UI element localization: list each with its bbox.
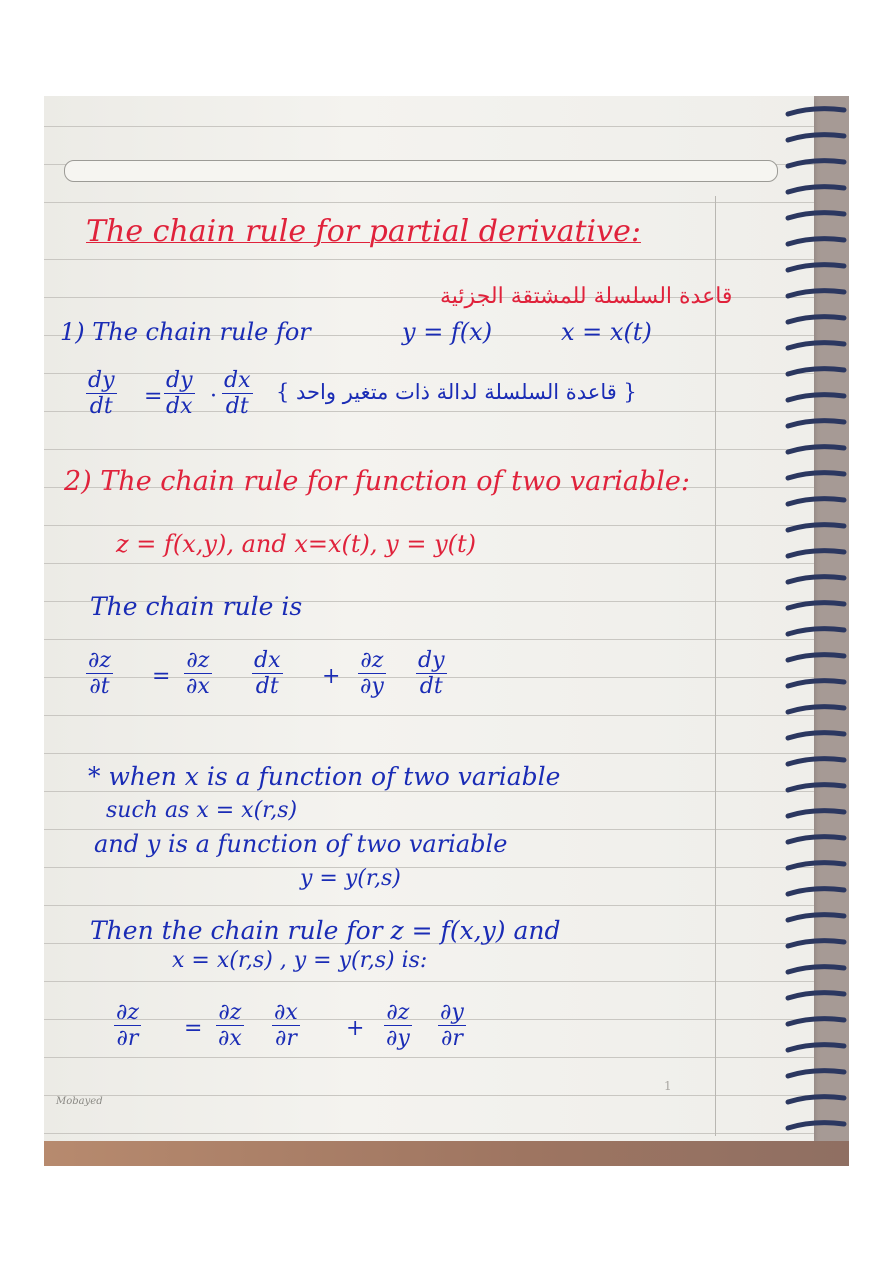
spiral-coil [788, 915, 844, 920]
s1-arabic-note: { قاعدة السلسلة لدالة ذات متغير واحد } [276, 380, 637, 404]
section2-eq: z = f(x,y), and x=x(t), y = y(t) [116, 530, 477, 558]
spiral-coil [788, 161, 844, 166]
spiral-coil [788, 1045, 844, 1050]
spiral-coil [788, 499, 844, 504]
s3-plus: + [346, 1016, 365, 1041]
spiral-coil [788, 421, 844, 426]
spiral-coil [788, 707, 844, 712]
s2-equals: = [152, 664, 171, 689]
section1-eq2: x = x(t) [561, 318, 652, 346]
s2-term2-b: $\frac{dy}{dt}$ [418, 648, 445, 699]
s3-line5: Then the chain rule for z = f(x,y) and [90, 916, 561, 945]
spiral-coil [788, 733, 844, 738]
s1-lhs-fraction: $\frac{dy}{dt}$ [88, 368, 115, 419]
s3-term1-a: $\frac{\partial z}{\partial x}$ [218, 1000, 242, 1051]
spiral-coil [788, 681, 844, 686]
spiral-coil [788, 1019, 844, 1024]
spiral-coil [788, 109, 844, 114]
s1-equals: = [144, 384, 163, 409]
s1-dot: · [210, 384, 217, 409]
spiral-coil [788, 551, 844, 556]
s1-fraction-2: $\frac{dx}{dt}$ [224, 368, 251, 419]
s3-term1-b: $\frac{\partial x}{\partial r}$ [274, 1000, 298, 1051]
notebook-page [44, 96, 814, 1141]
s3-term2-b: $\frac{\partial y}{\partial r}$ [440, 1000, 464, 1051]
s3-lhs-fraction: $\frac{\partial z}{\partial r}$ [116, 1000, 139, 1051]
spiral-coil [788, 291, 844, 296]
s2-term2-a: $\frac{\partial z}{\partial y}$ [360, 648, 384, 699]
spiral-coil [788, 577, 844, 582]
spiral-coil [788, 1123, 844, 1128]
page-title: The chain rule for partial derivative: [86, 214, 641, 249]
s2-term1-b: $\frac{dx}{dt}$ [254, 648, 281, 699]
spiral-coil [788, 239, 844, 244]
spiral-coil [788, 967, 844, 972]
spiral-coil [788, 343, 844, 348]
spiral-coil [788, 265, 844, 270]
spiral-coil [788, 473, 844, 478]
s2-plus: + [322, 664, 341, 689]
spiral-coil [788, 525, 844, 530]
s1-fraction-1: $\frac{dy}{dx}$ [166, 368, 193, 419]
s3-equals: = [184, 1016, 203, 1041]
spiral-coil [788, 187, 844, 192]
s2-term1-a: $\frac{\partial z}{\partial x}$ [186, 648, 210, 699]
spiral-coil [788, 811, 844, 816]
spiral-coil [788, 785, 844, 790]
notebook-brand: Mobayed [56, 1096, 103, 1107]
s3-line2: such as x = x(r,s) [106, 798, 298, 823]
spiral-coil [788, 1097, 844, 1102]
notebook-photo [44, 96, 849, 1166]
spiral-coil [788, 447, 844, 452]
spiral-coil [788, 629, 844, 634]
spiral-coil [788, 863, 844, 868]
spiral-coil [788, 941, 844, 946]
spiral-coil [788, 135, 844, 140]
spiral-coil [788, 317, 844, 322]
s3-line1: * when x is a function of two variable [88, 762, 561, 791]
hand-edge [44, 1141, 849, 1166]
spiral-coil [788, 759, 844, 764]
section1-label: 1) The chain rule for [60, 318, 311, 346]
s2-lhs-fraction: $\frac{\partial z}{\partial t}$ [88, 648, 111, 699]
spiral-coil [788, 369, 844, 374]
section2-rule-is: The chain rule is [90, 592, 303, 621]
spiral-coil [788, 213, 844, 218]
section2-label: 2) The chain rule for function of two variable: [64, 466, 690, 497]
spiral-coil [788, 1071, 844, 1076]
margin-line [715, 196, 716, 1136]
arabic-heading: قاعدة السلسلة للمشتقة الجزئية [440, 284, 733, 309]
spiral-coil [788, 603, 844, 608]
s3-line4: y = y(r,s) [300, 866, 401, 891]
s3-term2-a: $\frac{\partial z}{\partial y}$ [386, 1000, 410, 1051]
spiral-coil [788, 993, 844, 998]
page-number: 1 [664, 1079, 672, 1093]
spiral-coil [788, 837, 844, 842]
spiral-binding [784, 96, 849, 1141]
spiral-coil [788, 395, 844, 400]
header-strip [64, 160, 778, 182]
section1-eq1: y = f(x) [402, 318, 493, 346]
s3-line6: x = x(r,s) , y = y(r,s) is: [172, 948, 428, 973]
spiral-coil [788, 889, 844, 894]
s3-line3: and y is a function of two variable [94, 830, 508, 858]
spiral-coil [788, 655, 844, 660]
